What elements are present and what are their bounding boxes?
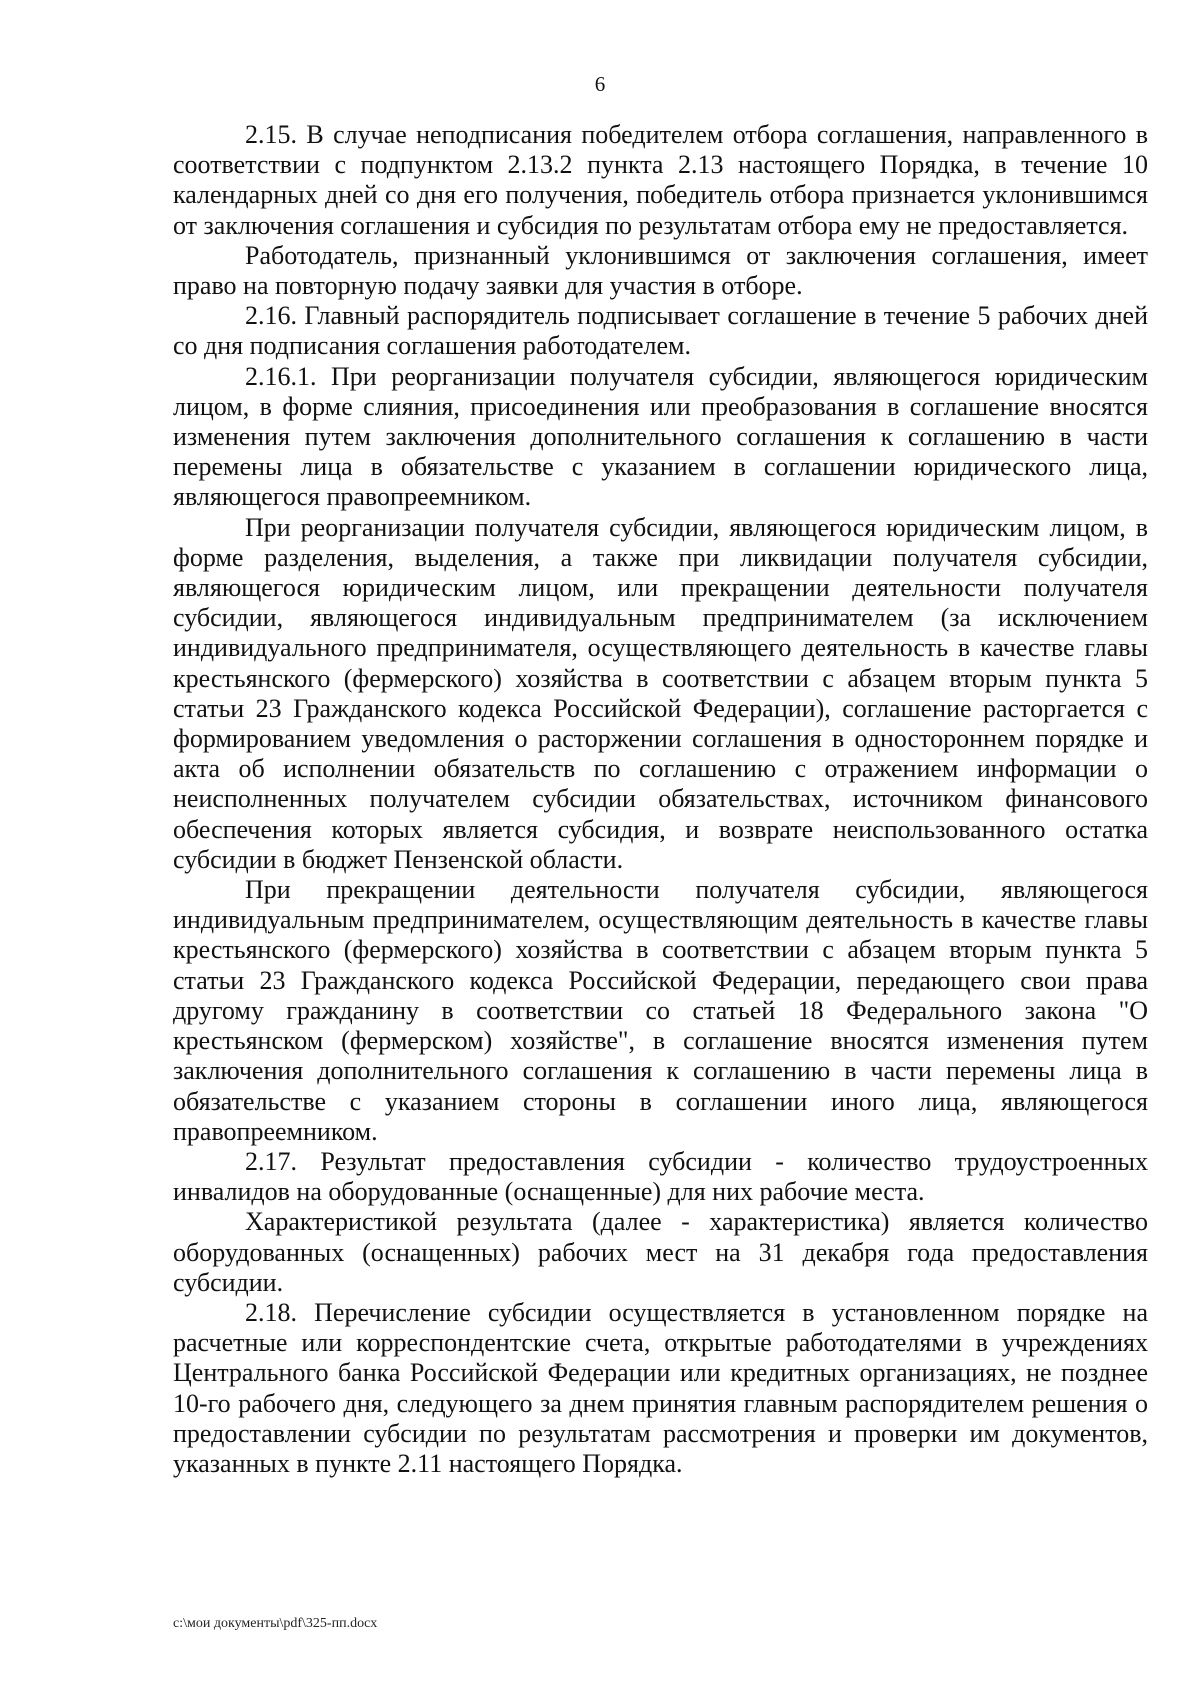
- footer-file-path: c:\мои документы\pdf\325-пп.docx: [173, 1616, 378, 1631]
- document-body: [173, 120, 1148, 1479]
- paragraph-2-16-1: 2.16.1. При реорганизации получателя субсидии, являющегося юридическим лицом, в форме слияния, присоединения или преобразования в соглашение вносятся изменения путем заключения дополнительного соглашения к соглашению в части перемены лица в обязательстве с указанием в соглашении юридического лица, являющегося правопреемником.: [173, 361, 1148, 512]
- paragraph-reorganization-termination: При реорганизации получателя субсидии, являющегося юридическим лицом, в форме разделения, выделения, а также при ликвидации получателя субсидии, являющегося юридическим лицом, или прекращении деятельности получателя субсидии, являющегося индивидуальным предпринимателем (за исключением индивидуального предпринимателя, осуществляющего деятельность в качестве главы крестьянского (фермерского) хозяйства в соответствии с абзацем вторым пункта 5 статьи 23 Гражданского кодекса Российской Федерации), соглашение расторгается с формированием уведомления о расторжении соглашения в одностороннем порядке и акта об исполнении обязательств по соглашению с отражением информации о неисполненных получателем субсидии обязательствах, источником финансового обеспечения которых является субсидия, и возврате неиспользованного остатка субсидии в бюджет Пензенской области.: [173, 512, 1148, 874]
- paragraph-result-characteristic: Характеристикой результата (далее - характеристика) является количество оборудованных (оснащенных) рабочих мест на 31 декабря года предоставления субсидии.: [173, 1207, 1148, 1297]
- paragraph-farm-head-transfer: При прекращении деятельности получателя субсидии, являющегося индивидуальным предпринимателем, осуществляющим деятельность в качестве главы крестьянского (фермерского) хозяйства в соответствии с абзацем вторым пункта 5 статьи 23 Гражданского кодекса Российской Федерации, передающего свои права другому гражданину в соответствии со статьей 18 Федерального закона "О крестьянском (фермерском) хозяйстве", в соглашение вносятся изменения путем заключения дополнительного соглашения к соглашению в части перемены лица в обязательстве с указанием стороны в соглашении иного лица, являющегося правопреемником.: [173, 875, 1148, 1146]
- paragraph-2-18: 2.18. Перечисление субсидии осуществляется в установленном порядке на расчетные или корреспондентские счета, открытые работодателями в учреждениях Центрального банка Российской Федерации или кредитных организациях, не позднее 10-го рабочего дня, следующего за днем принятия главным распорядителем решения о предоставлении субсидии по результатам рассмотрения и проверки им документов, указанных в пункте 2.11 настоящего Порядка.: [173, 1297, 1148, 1478]
- paragraph-employer-evasion: Работодатель, признанный уклонившимся от заключения соглашения, имеет право на повторную подачу заявки для участия в отборе.: [173, 240, 1148, 301]
- page-number: 6: [594, 72, 606, 96]
- paragraph-2-16: 2.16. Главный распорядитель подписывает соглашение в течение 5 рабочих дней со дня подписания соглашения работодателем.: [173, 301, 1148, 361]
- paragraph-2-15: 2.15. В случае неподписания победителем отбора соглашения, направленного в соответствии с подпунктом 2.13.2 пункта 2.13 настоящего Порядка, в течение 10 календарных дней со дня его получения, победитель отбора признается уклонившимся от заключения соглашения и субсидия по результатам отбора ему не предоставляется.: [173, 120, 1148, 240]
- paragraph-2-17: 2.17. Результат предоставления субсидии - количество трудоустроенных инвалидов на оборудованные (оснащенные) для них рабочие места.: [173, 1146, 1148, 1207]
